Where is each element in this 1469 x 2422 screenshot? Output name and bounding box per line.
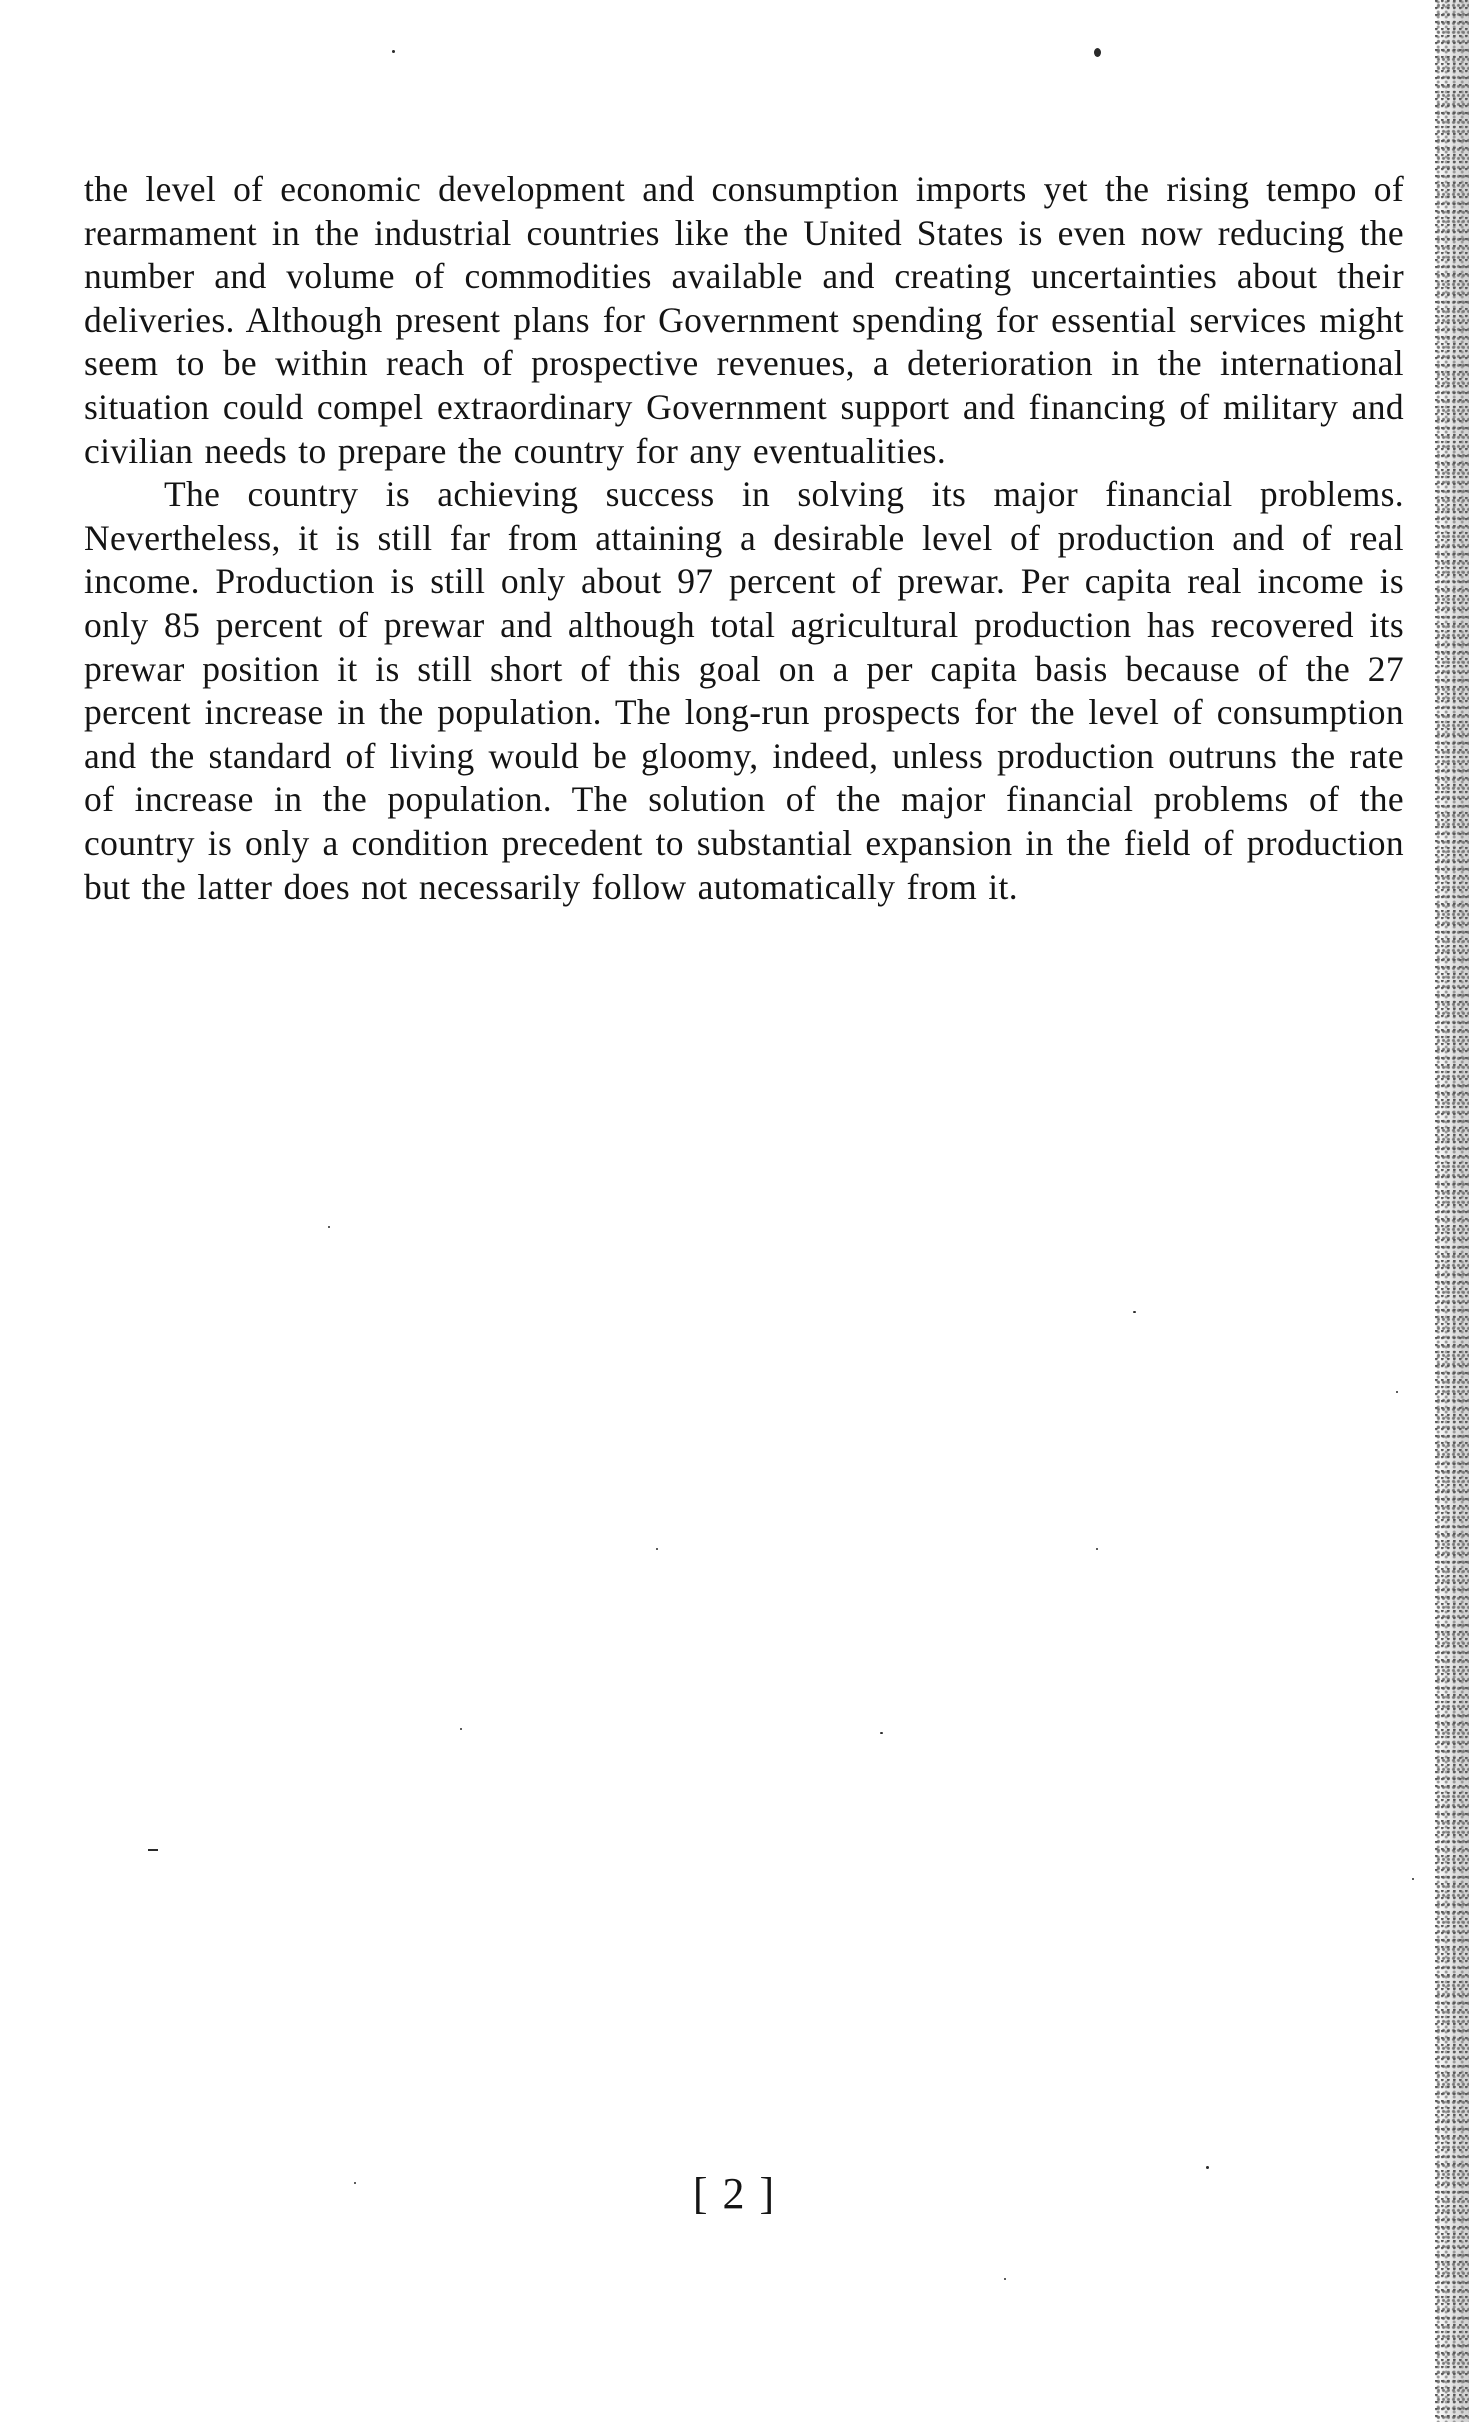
- scan-speck: [880, 1732, 883, 1734]
- scan-speck: [1133, 1311, 1136, 1313]
- scan-speck: [1412, 1878, 1414, 1880]
- body-text: [84, 168, 1404, 909]
- scan-speck: [1096, 1548, 1098, 1550]
- scan-speck: [328, 1226, 330, 1228]
- paragraph-financial-problems: The country is achieving success in solving its major financial problems. Nevertheless, it is still far from attaining a desirable level of production and of real income. Production is still only about 97 percent of prewar. Per capita real income is only 85 percent of prewar and although total agricultural production has recovered its prewar position it is still short of this goal on a per capita basis because of the 27 percent increase in the population. The long-run prospects for the level of consumption and the standard of living would be gloomy, indeed, unless production outruns the rate of increase in the population. The solution of the major financial problems of the country is only a condition precedent to substantial expansion in the field of production but the latter does not necessarily follow automatically from it.: [84, 474, 1404, 907]
- scan-speck: [354, 2182, 356, 2184]
- scan-speck: [656, 1548, 658, 1550]
- page-number: [ 2 ]: [692, 2169, 777, 2218]
- scan-speck: [1004, 2278, 1006, 2280]
- scan-edge-noise: [1435, 0, 1469, 2422]
- scan-speck: [392, 50, 395, 53]
- scan-speck: [460, 1728, 462, 1730]
- scan-speck: [1094, 48, 1101, 57]
- scan-speck: [1396, 1391, 1398, 1393]
- scan-speck: [148, 1849, 158, 1851]
- paragraph-continuation: the level of economic development and consumption imports yet the rising tempo of rearmament in the industrial countries like the United States is even now reducing the number and volume of commodities available and creating uncertainties about their deliveries. Although present plans for Government spending for essential services might seem to be within reach of prospective revenues, a deterioration in the international situation could compel extraordinary Government support and financing of military and civilian needs to prepare the country for any eventualities.: [84, 169, 1404, 471]
- scan-speck: [1206, 2166, 1209, 2169]
